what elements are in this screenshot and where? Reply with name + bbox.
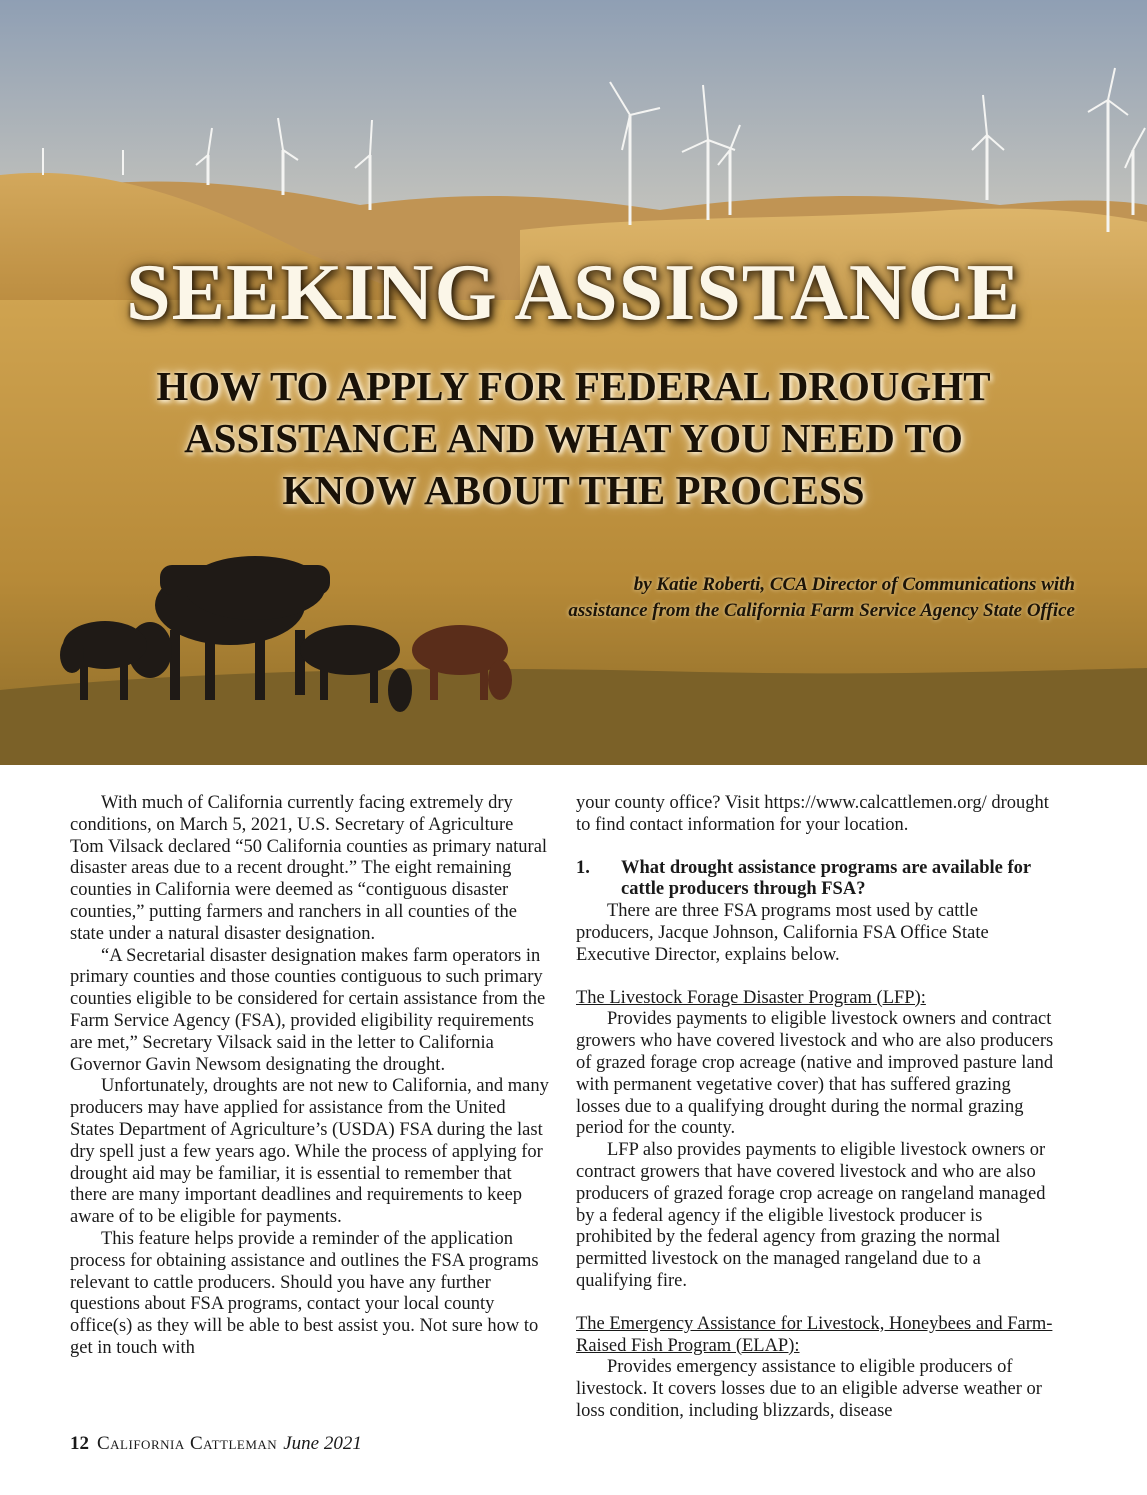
issue-date: June 2021: [283, 1433, 362, 1454]
byline-line: assistance from the California Farm Service Agency State Office: [568, 600, 1075, 621]
right-column: [576, 793, 1056, 1423]
paragraph: Provides payments to eligible livestock owners and contract growers who have covered livestock and who are also producers of grazed forage crop acreage (native and improved pasture land with permanent vegetative cover) that has suffered grazing losses due to a qualifying drought during the normal grazing period for the county.: [576, 1009, 1054, 1139]
subtitle-line: ASSISTANCE AND WHAT YOU NEED TO: [184, 415, 963, 461]
paragraph: your county office? Visit https://www.calcattlemen.org/ drought to find contact information for your location.: [576, 793, 1049, 835]
paragraph: “A Secretarial disaster designation makes farm operators in primary counties and those counties contiguous to such primary counties eligible to be considered for certain assistance from the Farm Service Agency (FSA), provided eligibility requirements are met,” Secretary Vilsack said in the letter to California Governor Gavin Newsom designating the drought.: [70, 945, 546, 1075]
subtitle-line: HOW TO APPLY FOR FEDERAL DROUGHT: [156, 363, 991, 409]
subtitle-line: KNOW ABOUT THE PROCESS: [282, 467, 865, 513]
question-text: What drought assistance programs are available for cattle producers through FSA?: [621, 857, 1031, 900]
question-heading: [576, 858, 1056, 902]
page-footer: [70, 1433, 362, 1455]
question-number: 1.: [576, 857, 590, 878]
paragraph: Unfortunately, droughts are not new to California, and many producers may have applied for assistance from the United States Department of Agriculture’s (USDA) FSA during the last dry spell just a few years ago. While the process of applying for drought aid may be familiar, it is essential to remember that there are many important deadlines and requirements to keep aware of to be eligible for payments.: [70, 1076, 549, 1228]
paragraph: LFP also provides payments to eligible livestock owners or contract growers that have covered livestock and who are also producers of grazed forage crop acreage on rangeland managed by a federal agency if the eligible livestock producer is prohibited by the federal agency from grazing the normal permitted livestock on the managed rangeland due to a qualifying fire.: [576, 1140, 1046, 1291]
article-subtitle: [0, 360, 1147, 516]
section-heading-elap: The Emergency Assistance for Livestock, Honeybees and Farm-Raised Fish Program (ELAP):: [576, 1313, 1053, 1356]
paragraph: There are three FSA programs most used by cattle producers, Jacque Johnson, California FSA Office State Executive Director, explains below.: [576, 901, 989, 965]
byline-line: by Katie Roberti, CCA Director of Communications with: [633, 574, 1075, 595]
paragraph: Provides emergency assistance to eligible producers of livestock. It covers losses due to an eligible adverse weather or loss condition, including blizzards, disease: [576, 1357, 1042, 1421]
paragraph: With much of California currently facing extremely dry conditions, on March 5, 2021, U.S. Secretary of Agriculture Tom Vilsack declared “50 California counties as primary natural disaster areas due to a recent drought.” The eight remaining counties in California were deemed as “contiguous disaster counties,” putting farmers and ranchers in all counties of the state under a natural disaster designation.: [70, 793, 548, 944]
article-title: SEEKING ASSISTANCE: [126, 249, 1021, 337]
byline: [568, 572, 1075, 624]
magazine-name: California Cattleman: [97, 1433, 278, 1454]
section-heading-lfp: The Livestock Forage Disaster Program (LFP):: [576, 987, 926, 1008]
paragraph: This feature helps provide a reminder of the application process for obtaining assistance and outlines the FSA programs relevant to cattle producers. Should you have any further questions about FSA programs, contact your local county office(s) as they will be able to best assist you. Not sure how to get in touch with: [70, 1228, 539, 1358]
left-column: [70, 793, 551, 1360]
page-number: 12: [70, 1433, 89, 1454]
